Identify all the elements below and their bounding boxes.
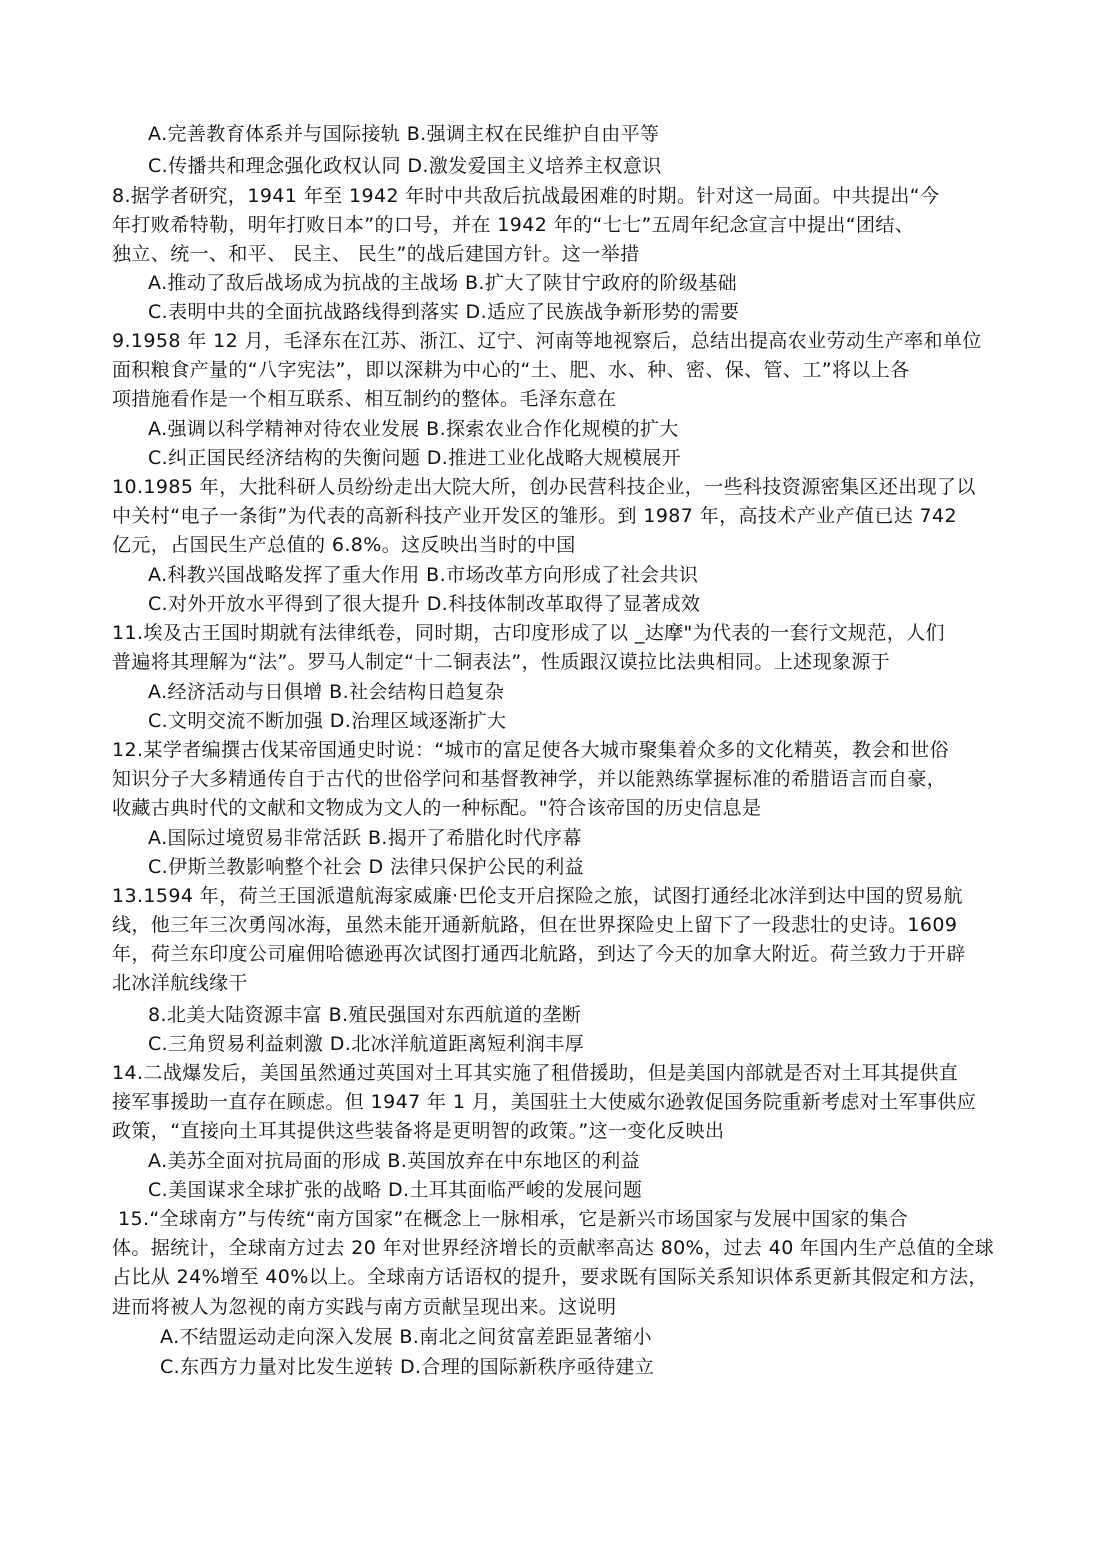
q14-stem-line-3: 政策，“直接向土耳其提供这些装备将是更明智的政策。”这一变化反映出 <box>112 1120 725 1142</box>
q9-stem-line-2: 面积粮食产量的“八字宪法”，即以深耕为中心的“土、肥、水、种、密、保、管、工”将以上各 <box>112 359 910 381</box>
q13-stem-line-3: 年，荷兰东印度公司雇佣哈德逊再次试图打通西北航路，到达了今天的加拿大附近。荷兰致力于开辟 <box>112 943 966 965</box>
q13-option-c-d: C.三角贸易利益刺激 D.北冰洋航道距离短利润丰厚 <box>148 1033 585 1055</box>
q8-stem-line-3: 独立、统一、和平、 民主、 民生”的战后建国方针。这一举措 <box>112 243 640 265</box>
q9-stem-line-1: 9.1958 年 12 月，毛泽东在江苏、浙江、辽宁、河南等地视察后，总结出提高农业劳动生产率和单位 <box>112 330 982 352</box>
q11-stem-line-2: 普遍将其理解为“法”。罗马人制定“十二铜表法”，性质跟汉谟拉比法典相同。上述现象源于 <box>112 651 891 673</box>
q12-stem-line-2: 知识分子大多精通传自于古代的世俗学问和基督教神学，并以能熟练掌握标准的希腊语言而自豪， <box>112 768 947 790</box>
q15-option-a-b: A.不结盟运动走向深入发展 B.南北之间贫富差距显著缩小 <box>160 1326 653 1348</box>
q13-option-a-b: 8.北美大陆资源丰富 B.殖民强国对东西航道的垄断 <box>148 1004 582 1026</box>
q14-stem-line-1: 14.二战爆发后，美国虽然通过英国对土耳其实施了租借援助，但是美国内部就是否对土耳其提供直 <box>112 1062 959 1084</box>
q9-option-a-b: A.强调以科学精神对待农业发展 B.探索农业合作化规模的扩大 <box>148 418 679 440</box>
q10-option-a-b: A.科教兴国战略发挥了重大作用 B.市场改革方向形成了社会共识 <box>148 564 699 586</box>
q10-stem-line-1: 10.1985 年，大批科研人员纷纷走出大院大所，创办民营科技企业，一些科技资源密集区还出现了以 <box>112 476 976 498</box>
q8-stem-line-1: 8.据学者研究，1941 年至 1942 年时中共敌后抗战最困难的时期。针对这一局面。中共提出“今 <box>112 185 940 207</box>
q14-stem-line-2: 接军事援助一直存在顾虑。但 1947 年 1 月，美国驻土大使威尔逊敦促国务院重新考虑对土军事供应 <box>112 1091 977 1113</box>
q15-stem-line-2: 体。据统计，全球南方过去 20 年对世界经济增长的贡献率高达 80%，过去 40 年国内生产总值的全球 <box>112 1237 995 1259</box>
q11-stem-line-1: 11.埃及古王国时期就有法律纸卷，同时期，古印度形成了以 _达摩"为代表的一套行文规范，人们 <box>112 622 945 644</box>
q15-stem-line-4: 进而将被人为忽视的南方实践与南方贡献呈现出来。这说明 <box>112 1296 617 1318</box>
q8-option-c-d: C.表明中共的全面抗战路线得到落实 D.适应了民族战争新形势的需要 <box>148 301 740 323</box>
q10-stem-line-3: 亿元，占国民生产总值的 6.8%。这反映出当时的中国 <box>112 534 576 556</box>
q15-stem-line-3: 占比从 24%增至 40%以上。全球南方话语权的提升，要求既有国际关系知识体系更新其假定和方法， <box>112 1266 988 1288</box>
q8-option-a-b: A.推动了敌后战场成为抗战的主战场 B.扩大了陕甘宁政府的阶级基础 <box>148 272 738 294</box>
q10-option-c-d: C.对外开放水平得到了很大提升 D.科技体制改革取得了显著成效 <box>148 593 701 615</box>
q12-option-c-d: C.伊斯兰教影响整个社会 D 法律只保护公民的利益 <box>148 856 585 878</box>
q14-option-a-b: A.美苏全面对抗局面的形成 B.英国放弃在中东地区的利益 <box>148 1150 641 1172</box>
q13-stem-line-2: 线，他三年三次勇闯冰海，虽然未能开通新航路，但在世界探险史上留下了一段悲壮的史诗。1609 <box>112 914 958 936</box>
q13-stem-line-4: 北冰洋航线缘干 <box>112 972 248 994</box>
q13-stem-line-1: 13.1594 年，荷兰王国派遣航海家威廉·巴伦支开启探险之旅，试图打通经北冰洋到达中国的贸易航 <box>112 885 963 907</box>
q8-stem-line-2: 年打败希特勒，明年打败日本”的口号，并在 1942 年的“七七”五周年纪念宣言中提出“团结、 <box>112 214 915 236</box>
q12-option-a-b: A.国际过境贸易非常活跃 B.揭开了希腊化时代序幕 <box>148 827 582 849</box>
q9-option-c-d: C.纠正国民经济结构的失衡问题 D.推进工业化战略大规模展开 <box>148 447 682 469</box>
q7-option-c-d: C.传播共和理念强化政权认同 D.激发爱国主义培养主权意识 <box>148 155 662 177</box>
q12-stem-line-3: 收藏古典时代的文献和文物成为文人的一种标配。"符合该帝国的历史信息是 <box>112 797 762 819</box>
q15-stem-line-1: 15.“全球南方”与传统“南方国家”在概念上一脉相承，它是新兴市场国家与发展中国家的集合 <box>118 1208 909 1230</box>
q9-stem-line-3: 项措施看作是一个相互联系、相互制约的整体。毛泽东意在 <box>112 388 617 410</box>
q11-option-a-b: A.经济活动与日俱增 B.社会结构日趋复杂 <box>148 681 505 703</box>
q10-stem-line-2: 中关村“电子一条街”为代表的高新科技产业开发区的雏形。到 1987 年，高技术产业产值已达 742 <box>112 505 958 527</box>
q12-stem-line-1: 12.某学者编撰古伐某帝国通史时说：“城市的富足使各大城市聚集着众多的文化精英，教会和世俗 <box>112 739 950 761</box>
q14-option-c-d: C.美国谋求全球扩张的战略 D.土耳其面临严峻的发展问题 <box>148 1179 643 1201</box>
q11-option-c-d: C.文明交流不断加强 D.治理区域逐渐扩大 <box>148 710 507 732</box>
q15-option-c-d: C.东西方力量对比发生逆转 D.合理的国际新秩序亟待建立 <box>160 1356 655 1378</box>
q7-option-a-b: A.完善教育体系并与国际接轨 B.强调主权在民维护自由平等 <box>148 123 660 145</box>
